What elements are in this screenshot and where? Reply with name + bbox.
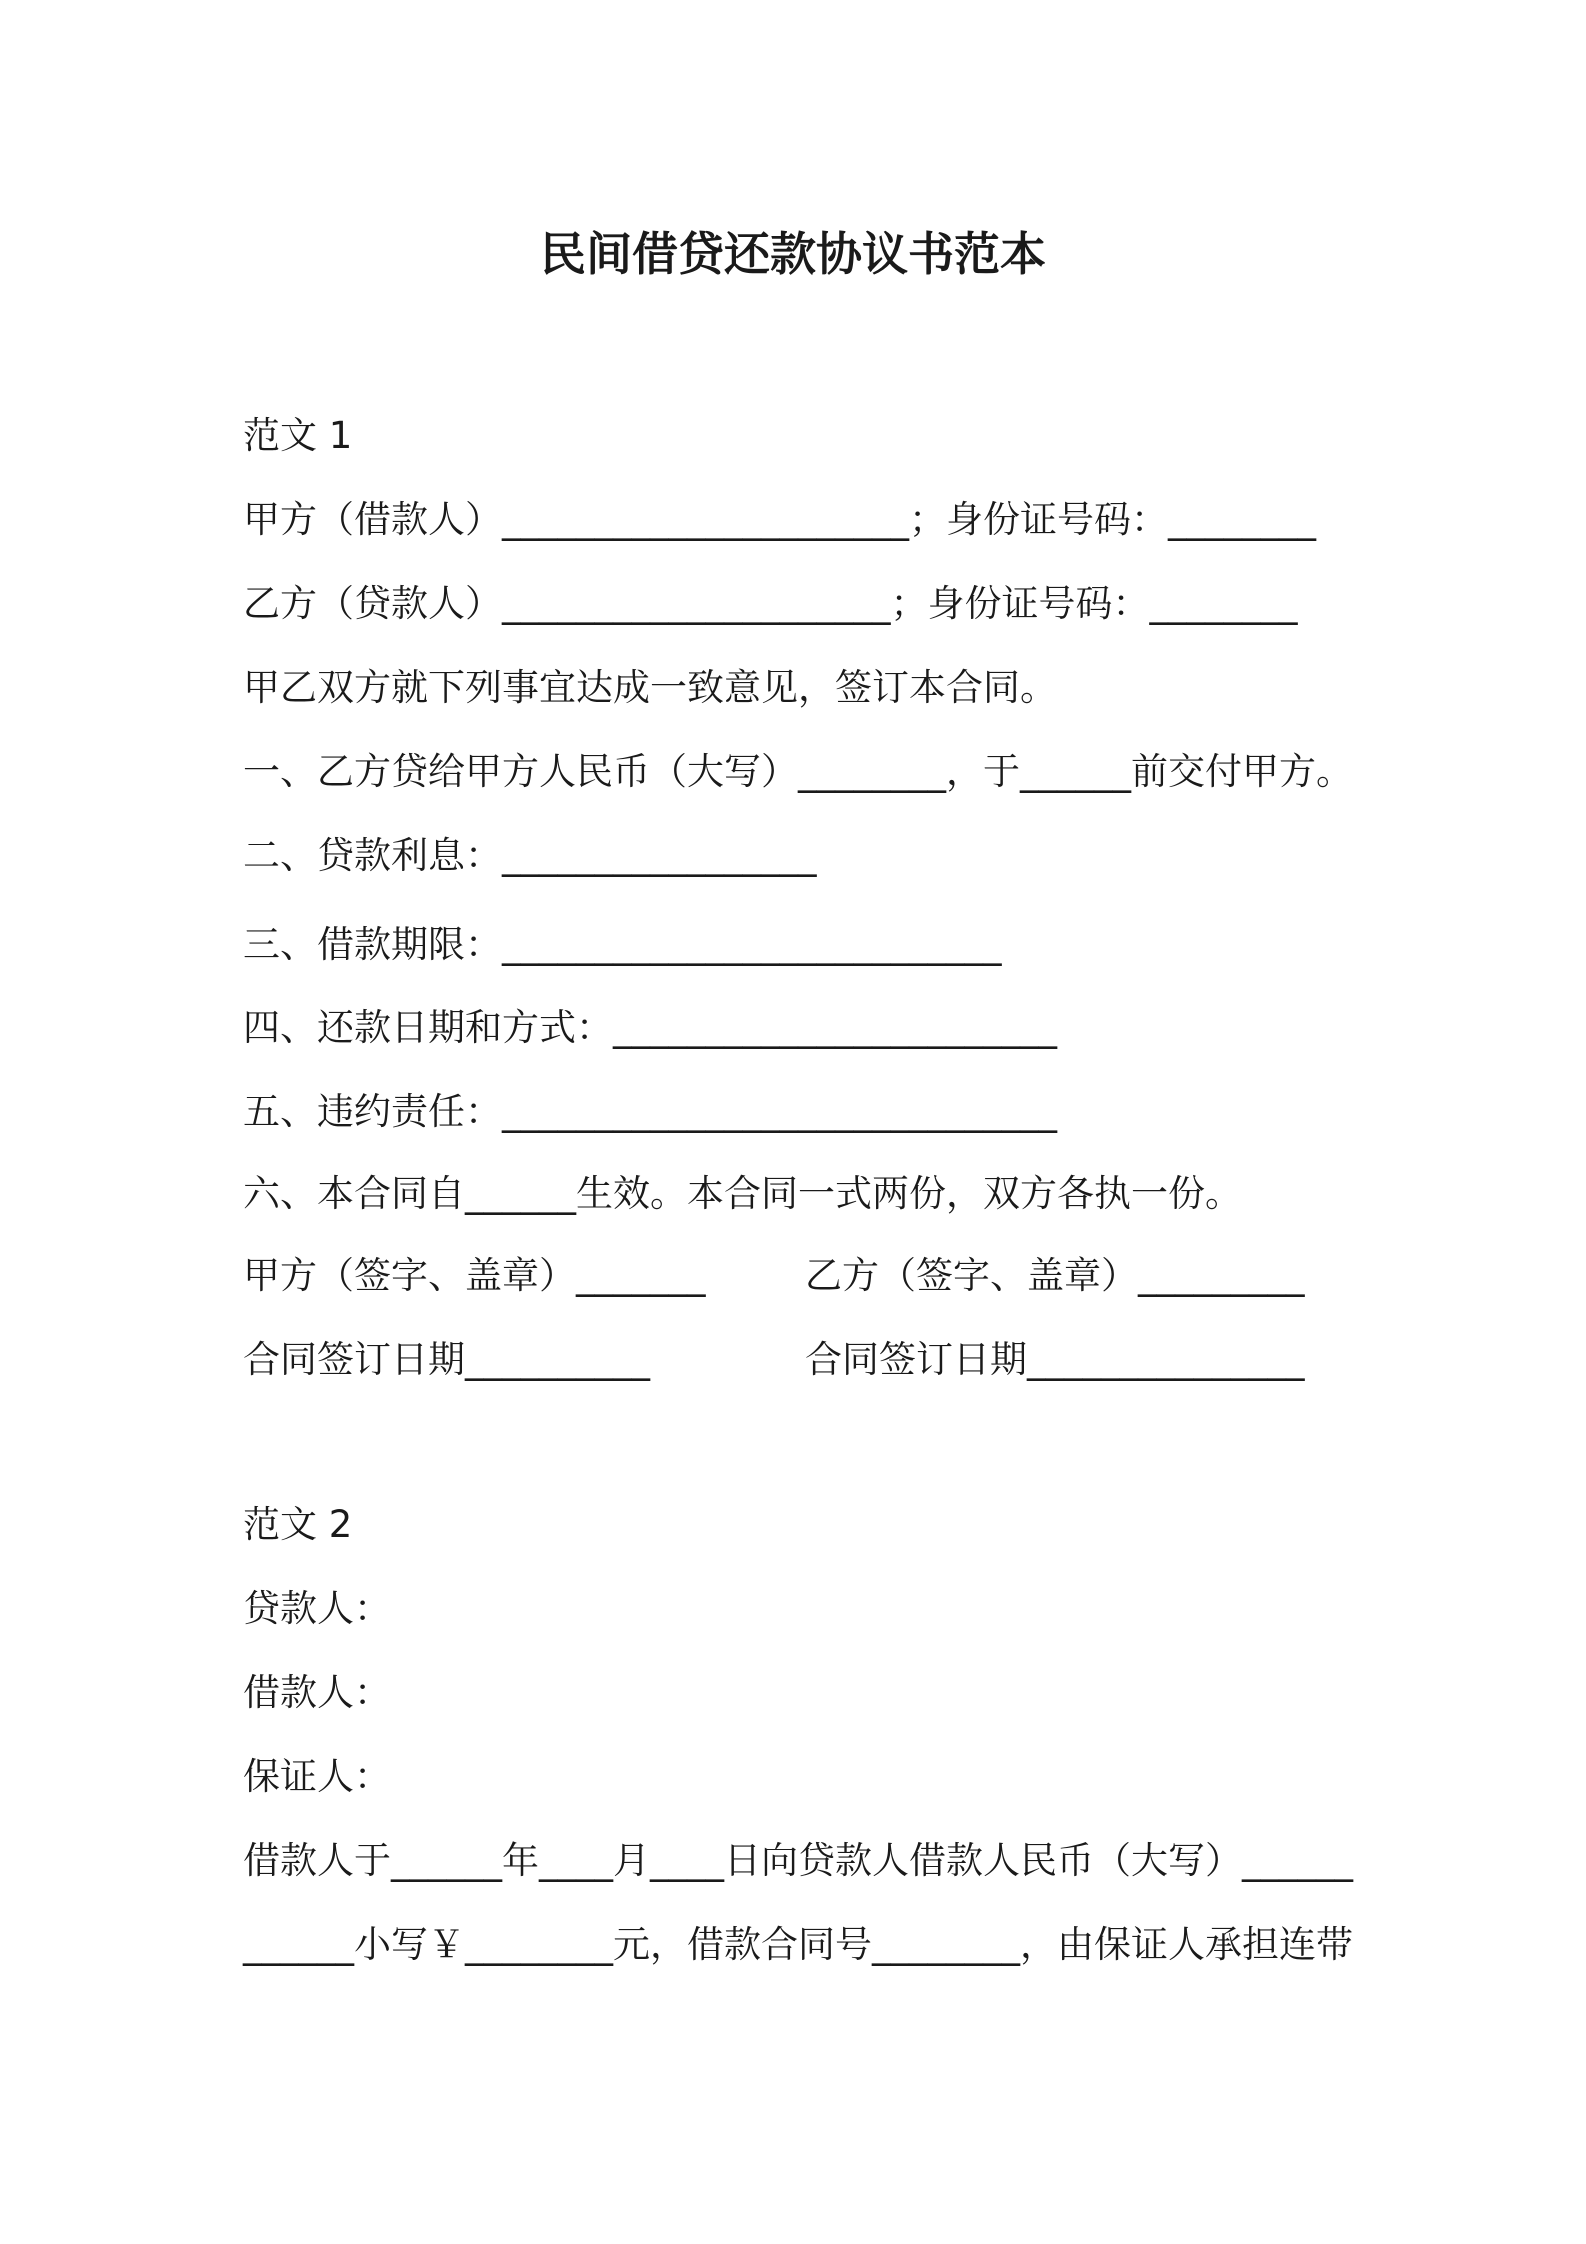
document-title: 民间借贷还款协议书范本 xyxy=(540,227,1046,281)
intro-line: 甲乙双方就下列事宜达成一致意见，签订本合同。 xyxy=(243,666,1057,709)
lender-line: 贷款人： xyxy=(243,1587,391,1630)
guarantor-line: 保证人： xyxy=(243,1755,391,1798)
clause-1: 一、乙方贷给甲方人民币（大写）________，于______前交付甲方。 xyxy=(243,750,1353,793)
party-a-line: 甲方（借款人）______________________；身份证号码：________ xyxy=(243,498,1316,541)
clause-3: 三、借款期限：___________________________ xyxy=(243,923,1002,966)
signature-party-a: 甲方（签字、盖章）_______ xyxy=(243,1254,706,1297)
party-b-line: 乙方（贷款人）_____________________；身份证号码：________ xyxy=(243,582,1298,625)
clause-6: 六、本合同自______生效。本合同一式两份，双方各执一份。 xyxy=(243,1172,1242,1215)
sample2-heading: 范文 2 xyxy=(243,1503,353,1546)
borrower-line: 借款人： xyxy=(243,1671,391,1714)
body-line-1: 借款人于______年____月____日向贷款人借款人民币（大写）______ xyxy=(243,1839,1353,1882)
sample1-heading: 范文 1 xyxy=(243,414,353,457)
clause-2: 二、贷款利息：_________________ xyxy=(243,834,817,877)
signature-party-b: 乙方（签字、盖章）_________ xyxy=(805,1254,1305,1297)
body-line-2: ______小写￥________元，借款合同号________，由保证人承担连带 xyxy=(243,1923,1353,1966)
clause-4: 四、还款日期和方式：________________________ xyxy=(243,1006,1057,1049)
sign-date-b: 合同签订日期_______________ xyxy=(805,1338,1305,1381)
clause-5: 五、违约责任：______________________________ xyxy=(243,1090,1057,1133)
sign-date-a: 合同签订日期__________ xyxy=(243,1338,650,1381)
